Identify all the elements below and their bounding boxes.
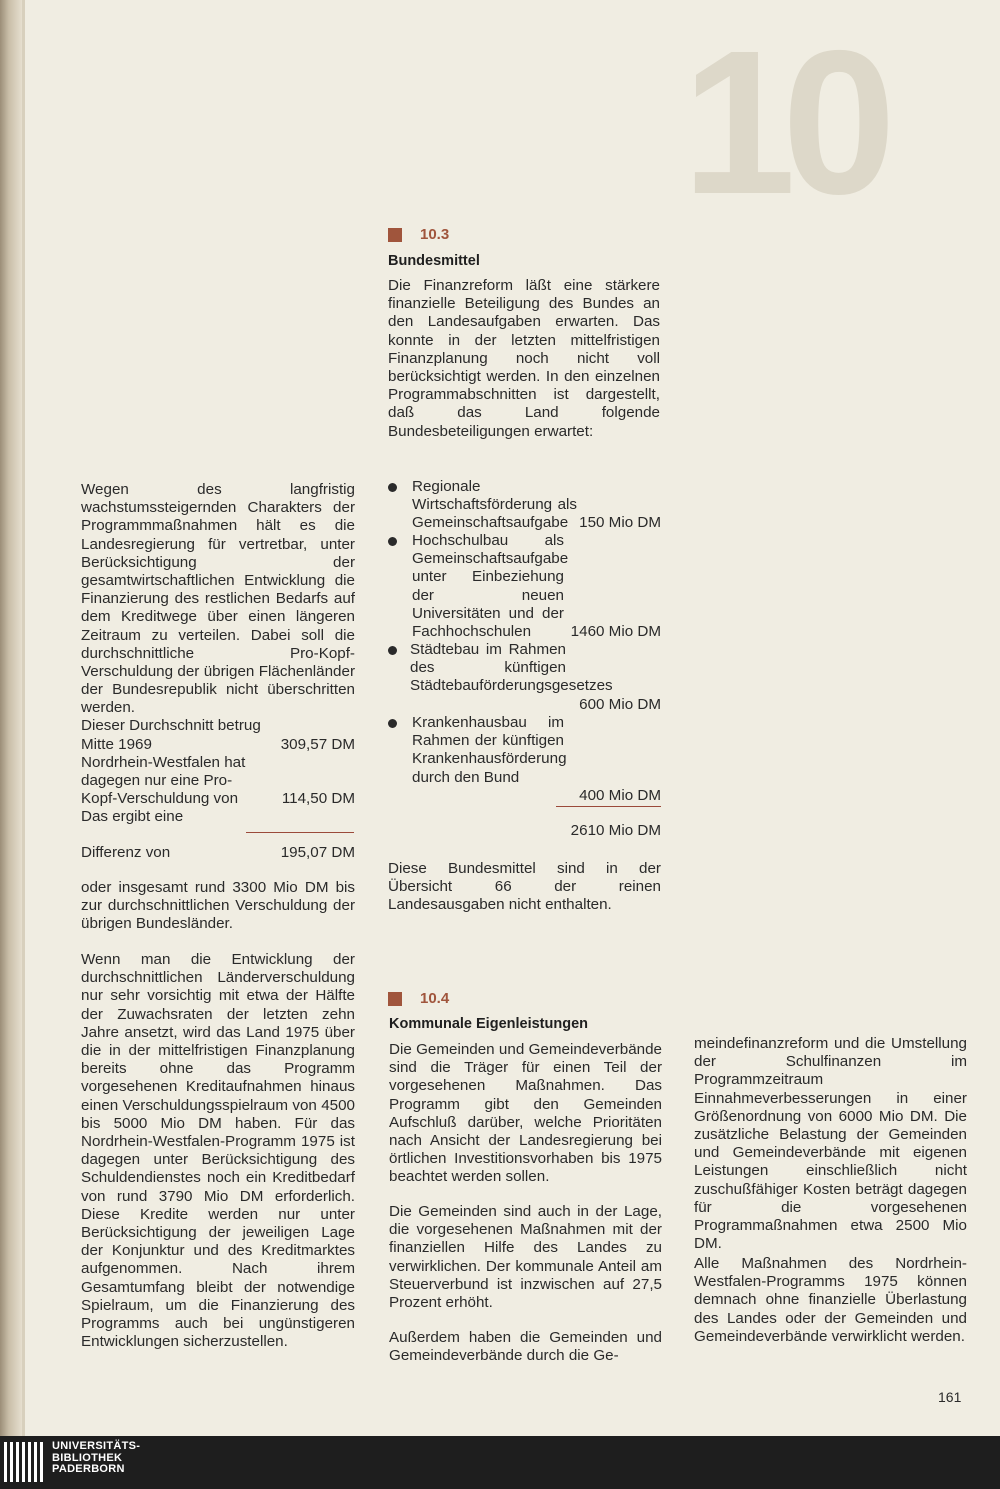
- item-text: Regionale Wirtschaftsförderung als Gemeinschaftsaufgabe: [412, 478, 577, 532]
- list-item: [388, 714, 661, 804]
- bullet-icon: [388, 646, 397, 655]
- total-value: 2610 Mio DM: [570, 822, 661, 839]
- calc-row-1: [81, 736, 355, 753]
- calc-value: 309,57 DM: [280, 736, 355, 753]
- bullet-icon: [388, 483, 397, 492]
- calc-intro: Dieser Durchschnitt betrug: [81, 717, 261, 734]
- item-amount: 400 Mio DM: [579, 787, 661, 804]
- section-title: Kommunale Eigenleistungen: [389, 1016, 588, 1032]
- list-item: [388, 478, 661, 538]
- bullet-icon: [388, 719, 397, 728]
- diff-row: [81, 844, 355, 861]
- list-item: [388, 641, 661, 716]
- chapter-number: 10: [682, 8, 883, 237]
- contribution-list: [388, 478, 661, 808]
- page-number: 161: [938, 1389, 962, 1405]
- item-amount: 150 Mio DM: [579, 514, 661, 531]
- section-heading-10-4: [388, 990, 449, 1007]
- s104-right-para-1: meindefinanzreform und die Umstellung der Schulfinanzen im Programmzeitraum Einnahmeverbesserungen in einer Größenordnung von 6000 Mio DM. Die zusätzliche Belastung der Gemeinden und Gemeindeverbände mit eigenen Leistungen einschließlich nicht zuschußfähiger Kosten beträgt dagegen für die vorgesehenen Programmaßnahmen etwa 2500 Mio DM.: [694, 1035, 967, 1253]
- diff-label: Differenz von: [81, 844, 171, 861]
- calc-value: 114,50 DM: [281, 790, 355, 807]
- section-heading-10-3: [388, 226, 449, 243]
- s104-para-1: Die Gemeinden und Gemeindeverbände sind die Träger für einen Teil der vorgesehenen Maßnahmen. Das Programm gibt den Gemeinden Aufschluß darüber, welche Prioritäten nach Ansicht der Landesregierung bei örtlichen Investitionsvorhaben bis 1975 beachtet werden sollen.: [389, 1041, 662, 1186]
- calc-mid-1: Nordrhein-Westfalen hat: [81, 754, 246, 771]
- item-text: Krankenhausbau im Rahmen der künftigen Krankenhausförderung durch den Bund: [412, 714, 567, 786]
- section-marker-icon: [388, 992, 402, 1006]
- book-spine: [0, 0, 22, 1436]
- s104-para-2: Die Gemeinden sind auch in der Lage, die vorgesehenen Maßnahmen mit der finanziellen Hilfe des Landes zu verwirklichen. Der kommunale Anteil am Steuerverbund ist inzwischen auf 27,5 Prozent erhöht.: [389, 1203, 662, 1312]
- library-line-1: UNIVERSITÄTS-: [52, 1440, 141, 1452]
- section-number: 10.3: [420, 226, 450, 243]
- diff-value: 195,07 DM: [280, 844, 355, 861]
- s104-right-para-2: Alle Maßnahmen des Nordrhein-Westfalen-Programms 1975 können demnach ohne finanzielle Überlastung des Landes oder der Gemeinden und Gemeindeverbände verwirklicht werden.: [694, 1255, 967, 1345]
- item-amount: 600 Mio DM: [579, 696, 661, 713]
- library-line-2: BIBLIOTHEK: [52, 1451, 123, 1464]
- calc-mid-2: dagegen nur eine Pro-: [81, 772, 233, 789]
- item-amount: 1460 Mio DM: [570, 623, 661, 640]
- calc-result-intro: Das ergibt eine: [81, 808, 184, 825]
- library-footer: [0, 1436, 1000, 1489]
- left-para-3: Wenn man die Entwicklung der durchschnittlichen Länderverschuldung nur sehr vorsichtig mit etwa der Hälfte der Zuwachsraten der letzten zehn Jahre ansetzt, wird das Land 1975 über die in der mittelfristigen Finanzplanung bereits ohne das Programm vorgesehenen Kreditaufnahmen hinaus einen Verschuldungsspielraum von 4500 bis 5000 Mio DM haben. Für das Nordrhein-Westfalen-Programm 1975 ist dagegen unter Berücksichtigung des Schuldendienstes noch ein Kreditbedarf von rund 3790 Mio DM erforderlich. Diese Kredite werden nur unter Berücksichtigung der jeweiligen Lage der Konjunktur und des Kreditmarktes aufgenommen. Nach ihrem Gesamtumfang bleibt der notwendige Spielraum, um die Finanzierung des Programms auch bei ungünstigeren Entwicklungen sicherzustellen.: [81, 951, 355, 1351]
- closing-text: Diese Bundesmittel sind in der Übersicht 66 der reinen Landesausgaben nicht enthalten.: [388, 860, 661, 914]
- sum-rule: [556, 806, 661, 807]
- bullet-icon: [388, 537, 397, 546]
- section-title: Bundesmittel: [388, 253, 480, 269]
- diff-rule: [246, 832, 354, 833]
- calc-row-2: [81, 790, 355, 807]
- total-amount: [552, 822, 661, 839]
- s104-para-3: Außerdem haben die Gemeinden und Gemeindeverbände durch die Ge-: [389, 1329, 662, 1365]
- calc-label: Kopf-Verschuldung von: [81, 790, 239, 807]
- section-number: 10.4: [420, 990, 450, 1007]
- section-intro: Die Finanzreform läßt eine stärkere finanzielle Beteiligung des Bundes an den Landesaufgaben erwarten. Das konnte in der letzten mittelfristigen Finanzplanung noch nicht voll berücksichtigt werden. In den einzelnen Programmabschnitten ist dargestellt, daß das Land folgende Bundesbeteiligungen erwartet:: [388, 277, 660, 440]
- left-para-1: Wegen des langfristig wachstumssteigernden Charakters der Programmmaßnahmen hält es die Landesregierung für vertretbar, unter Berücksichtigung der gesamtwirtschaftlichen Entwicklung die Finanzierung des restlichen Bedarfs auf dem Kreditwege über einen längeren Zeitraum zu verteilen. Dabei soll die durchschnittliche Pro-Kopf-Verschuldung der übrigen Flächenländer der Bundesrepublik nicht überschritten werden.: [81, 481, 355, 717]
- calc-label: Mitte 1969: [81, 736, 152, 753]
- left-para-2: oder insgesamt rund 3300 Mio DM bis zur durchschnittlichen Verschuldung der übrigen Bundesländer.: [81, 879, 355, 933]
- item-text: Hochschulbau als Gemeinschaftsaufgabe unter Einbeziehung der neuen Universitäten und der Fachhochschulen: [412, 532, 569, 641]
- item-text: Städtebau im Rahmen des künftigen Städtebauförderungsgesetzes: [410, 641, 613, 695]
- library-line-3: PADERBORN: [52, 1463, 125, 1475]
- page-edge: [22, 0, 25, 1436]
- library-name: [52, 1441, 140, 1476]
- library-logo-icon: [4, 1442, 43, 1482]
- list-item: [388, 532, 661, 642]
- section-marker-icon: [388, 228, 402, 242]
